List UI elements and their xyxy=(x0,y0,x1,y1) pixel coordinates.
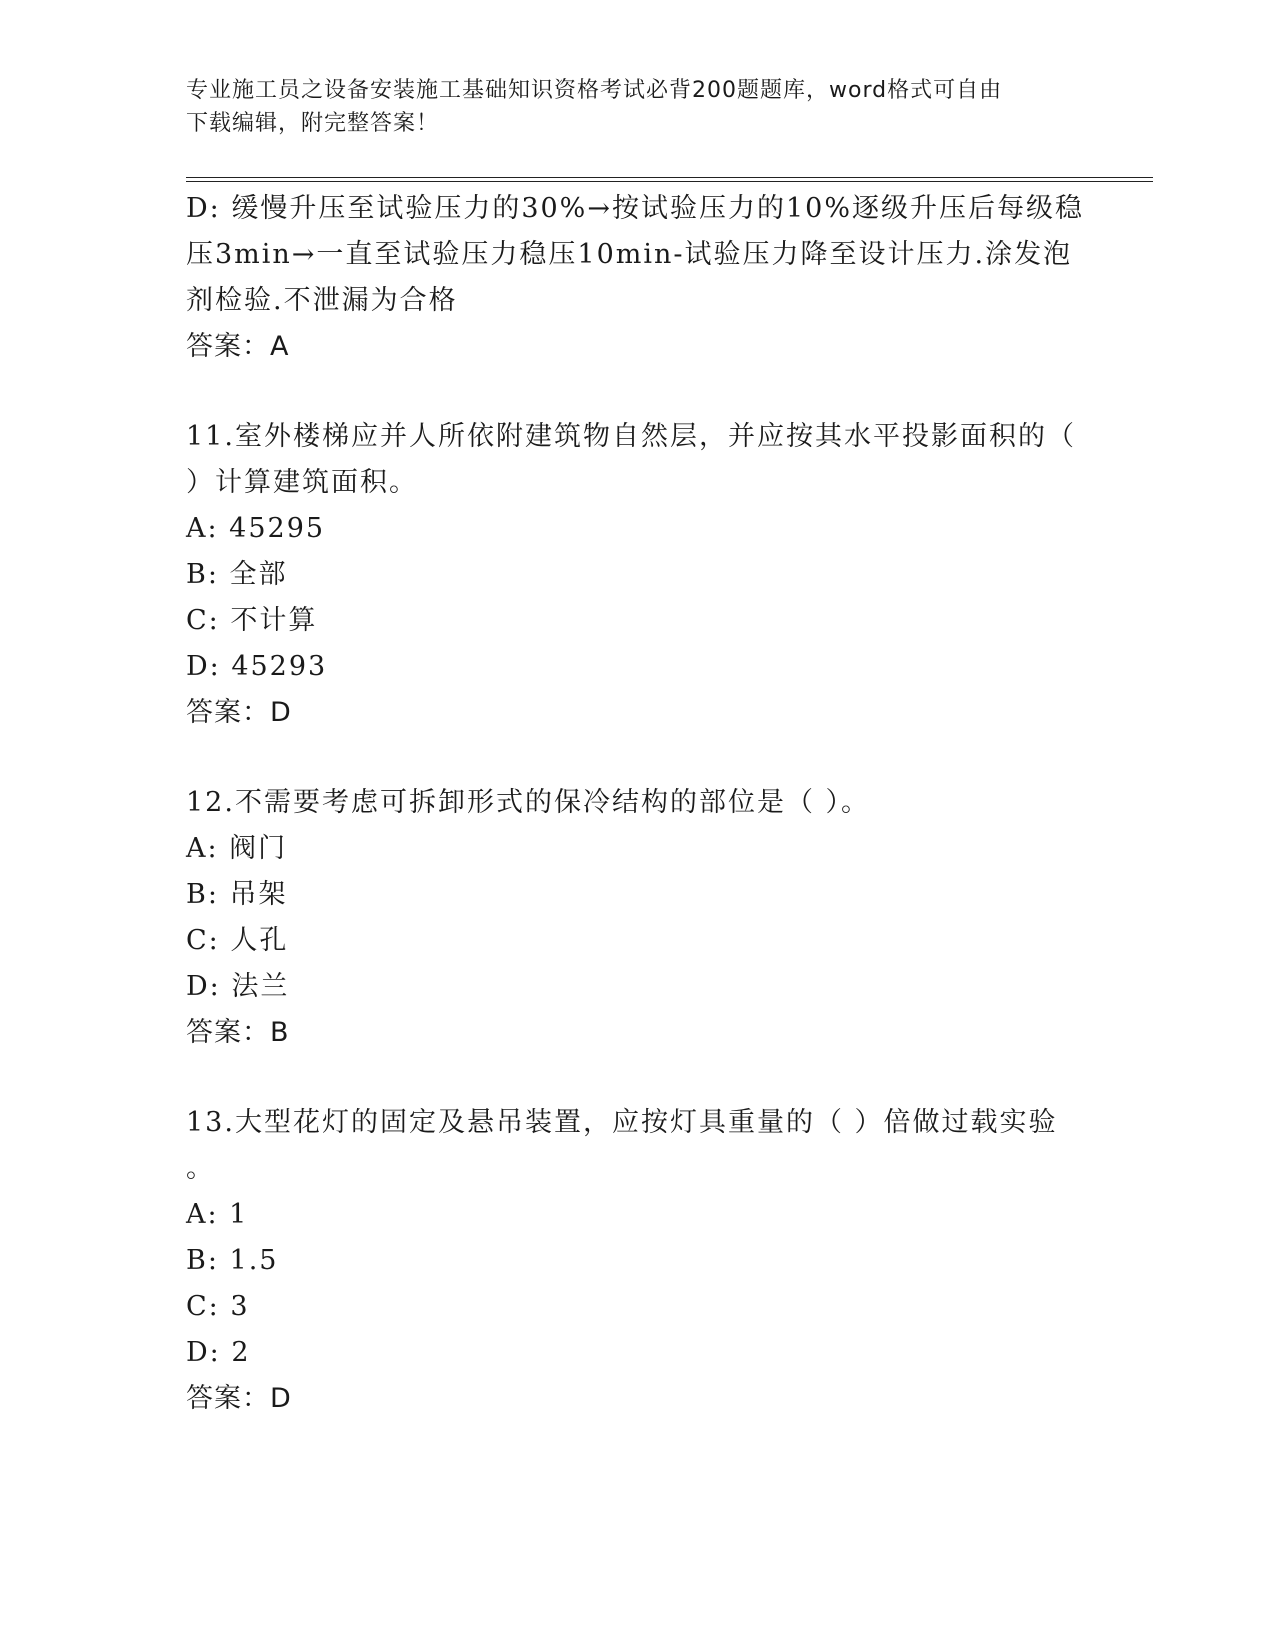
header-divider-bottom xyxy=(186,181,1153,182)
option-d-continued: 剂检验.不泄漏为合格 xyxy=(186,285,458,316)
spacer xyxy=(186,370,1066,414)
question-list xyxy=(186,186,1084,1422)
spacer xyxy=(186,1056,1066,1100)
question-stem-continued: ）计算建筑面积。 xyxy=(186,467,418,498)
option-c: C: 3 xyxy=(186,1291,250,1322)
answer-line: 答案：D xyxy=(186,1383,292,1414)
header-title-line-1: 专业施工员之设备安装施工基础知识资格考试必背200题题库，word格式可自由 xyxy=(186,78,1003,103)
option-d: D: 45293 xyxy=(186,651,328,682)
option-b: B: 全部 xyxy=(186,559,288,590)
question-stem: 13.大型花灯的固定及悬吊装置，应按灯具重量的（ ）倍做过载实验 xyxy=(186,1107,1058,1138)
question-stem-continued: 。 xyxy=(186,1153,215,1184)
question-block-13 xyxy=(186,1100,1066,1422)
answer-line: 答案：A xyxy=(186,331,290,362)
option-a: A: 1 xyxy=(186,1199,249,1230)
header-divider-top xyxy=(186,177,1153,178)
option-c: C: 不计算 xyxy=(186,605,318,636)
document-header xyxy=(186,74,1066,140)
option-a: A: 阀门 xyxy=(186,833,288,864)
option-c: C: 人孔 xyxy=(186,925,289,956)
option-d: D: 缓慢升压至试验压力的30%→按试验压力的10%逐级升压后每级稳 xyxy=(186,193,1084,224)
answer-line: 答案：D xyxy=(186,697,292,728)
option-a: A: 45295 xyxy=(186,513,326,544)
option-d: D: 2 xyxy=(186,1337,251,1368)
question-stem: 11.室外楼梯应并人所依附建筑物自然层，并应按其水平投影面积的（ xyxy=(186,421,1076,452)
question-stem: 12.不需要考虑可拆卸形式的保冷结构的部位是（ ）。 xyxy=(186,787,871,818)
question-block-11 xyxy=(186,414,1076,736)
spacer xyxy=(186,736,1066,780)
header-title-line-2: 下载编辑，附完整答案！ xyxy=(186,111,440,136)
answer-line: 答案：B xyxy=(186,1017,290,1048)
option-d: D: 法兰 xyxy=(186,971,290,1002)
previous-question-block xyxy=(186,186,1084,370)
option-d-continued: 压3min→一直至试验压力稳压10min-试验压力降至设计压力.涂发泡 xyxy=(186,239,1073,270)
option-b: B: 吊架 xyxy=(186,879,288,910)
question-block-12 xyxy=(186,780,1066,1056)
option-b: B: 1.5 xyxy=(186,1245,279,1276)
